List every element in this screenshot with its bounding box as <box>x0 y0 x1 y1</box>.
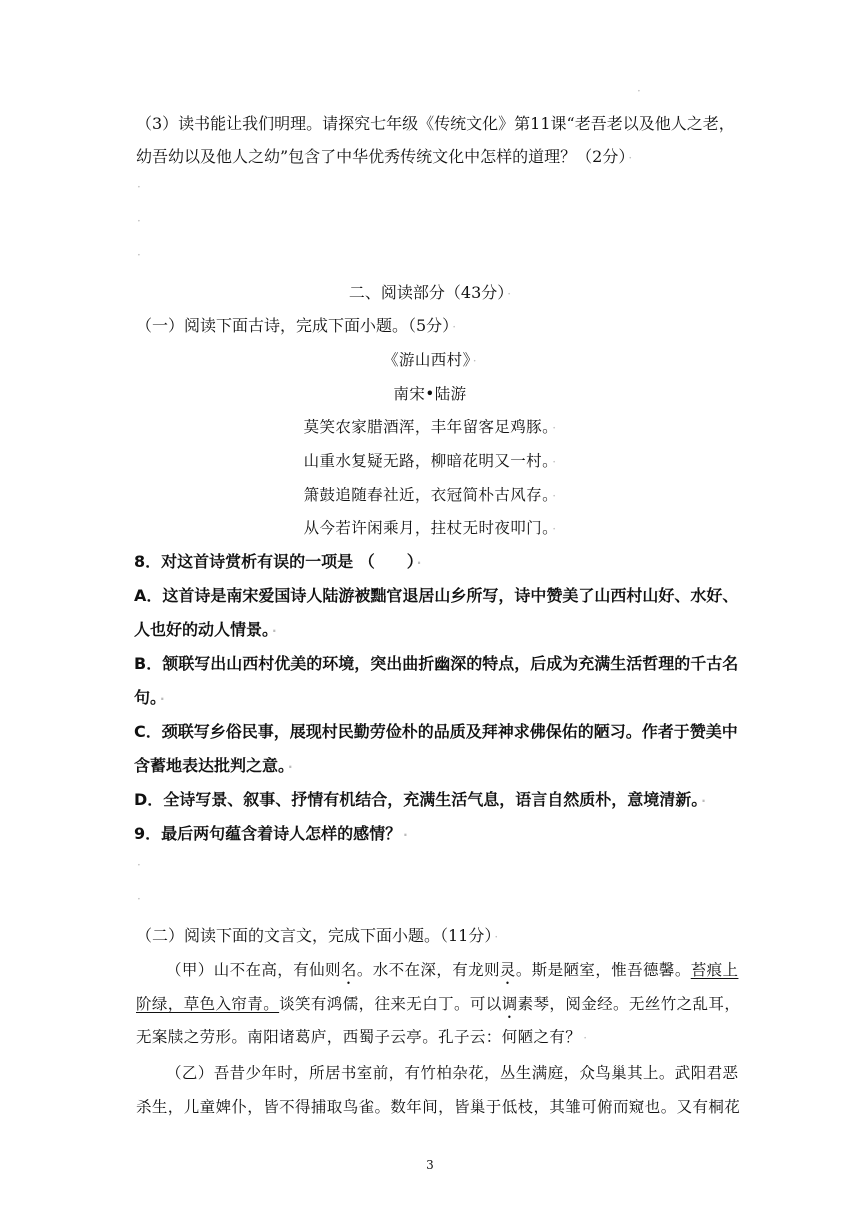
stray-mark: · <box>637 84 641 98</box>
blank-answer-line: · <box>137 248 141 262</box>
part-2-heading: （二）阅读下面的文言文，完成下面小题。（11分） · <box>136 926 499 945</box>
blank-answer-line: · <box>137 892 141 906</box>
section-title: 二、阅读部分（43分） · <box>348 283 512 302</box>
question-9: 9．最后两句蕴含着诗人怎样的感情？ · <box>134 824 408 843</box>
poem-line: 山重水复疑无路，柳暗花明又一村。 · <box>303 452 557 470</box>
text-yi-line-1: （乙）吾昔少年时，所居书室前，有竹柏杂花，丛生满庭，众鸟巢其上。武阳君恶 <box>166 1064 739 1082</box>
option-b-line-1: B．颔联写出山西村优美的环境，突出曲折幽深的特点，后成为充满生活哲理的千古名 <box>134 654 739 673</box>
blank-answer-line: · <box>137 858 141 872</box>
question-3-line-2: 幼吾幼以及他人之幼”包含了中华优秀传统文化中怎样的道理？（2分） · <box>136 147 633 166</box>
poem-title: 《游山西村》 · <box>383 351 477 369</box>
text-jia-line-3: 无案牍之劳形。南阳诸葛庐，西蜀子云亭。孔子云：何陋之有？ · <box>136 1028 588 1046</box>
question-3-line-1: （3）读书能让我们明理。请探究七年级《传统文化》第11课“老吾老以及他人之老， <box>136 114 735 133</box>
question-8-stem: 8．对这首诗赏析有误的一项是 （ ） · <box>134 552 422 571</box>
option-a-line-2: 人也好的动人情景。 · <box>134 620 277 639</box>
blank-answer-line: · <box>137 214 141 228</box>
option-a-line-1: A．这首诗是南宋爱国诗人陆游被黜官退居山乡所写，诗中赞美了山西村山好、水好、 <box>134 586 739 605</box>
poem-line: 箫鼓追随春社近，衣冠简朴古风存。 · <box>303 486 557 504</box>
poem-line: 从今若许闲乘月，拄杖无时夜叩门。 · <box>303 519 557 537</box>
option-d: D．全诗写景、叙事、抒情有机结合，充满生活气息，语言自然质朴，意境清新。 · <box>134 790 706 809</box>
page-number: 3 <box>426 1158 434 1172</box>
poem-line: 莫笑农家腊酒浑，丰年留客足鸡豚。 · <box>303 418 557 436</box>
option-c-line-1: C．颈联写乡俗民事，展现村民勤劳俭朴的品质及拜神求佛保佑的陋习。作者于赞美中 <box>134 722 738 741</box>
part-1-heading: （一）阅读下面古诗，完成下面小题。（5分） · <box>136 316 457 335</box>
option-b-line-2: 句。 · <box>134 688 165 707</box>
poem-author: 南宋•陆游 <box>393 385 467 403</box>
blank-answer-line: · <box>137 180 141 194</box>
text-jia-line-1: （甲）山不在高，有仙则名。水不在深，有龙则灵。斯是陋室，惟吾德馨。苔痕上 <box>166 961 739 979</box>
option-c-line-2: 含蓄地表达批判之意。 · <box>134 756 293 775</box>
text-yi-line-2: 杀生，儿童婢仆，皆不得捕取鸟雀。数年间，皆巢于低枝，其雏可俯而窥也。又有桐花 <box>136 1098 741 1116</box>
text-jia-line-2: 阶绿，草色入帘青。谈笑有鸿儒，往来无白丁。可以调素琴，阅金经。无丝竹之乱耳， <box>136 995 741 1013</box>
